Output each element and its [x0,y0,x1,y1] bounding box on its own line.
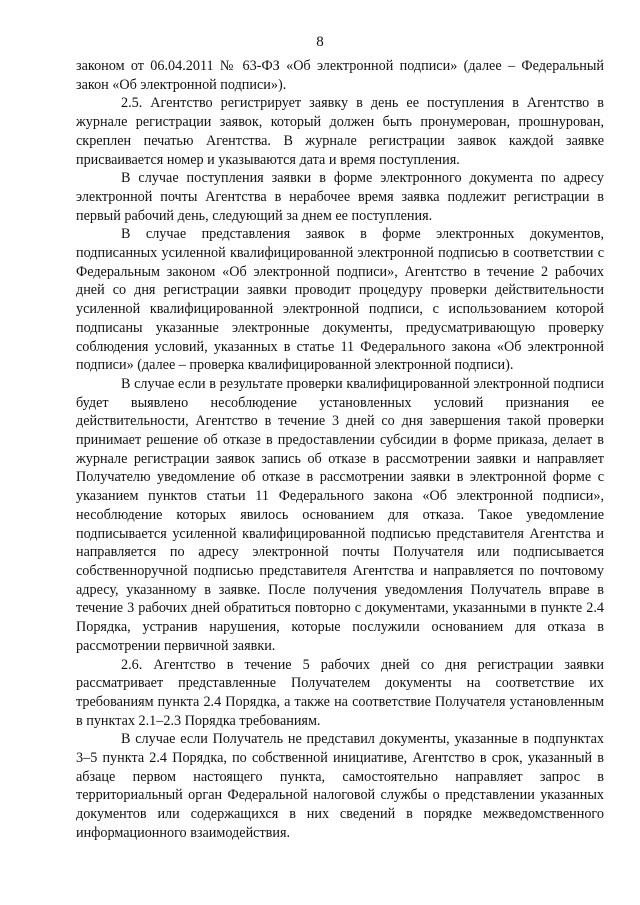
paragraph-signature-verification: В случае представления заявок в форме электронных документов, подписанных усиленной квалифицированной электронной подписью в соответствии с Федеральным законом «Об электронной подписи», Агентство в течение 2 рабочих дней со дня регистрации заявки проводит процедуру проверки действительности усиленной квалифицированной электронной подписи, с использованием которой подписаны указанные электронные документы, предусматривающую проверку соблюдения условий, указанных в статье 11 Федерального закона «Об электронной подписи» (далее – проверка квалифицированной электронной подписи). [76,226,604,374]
paragraph-verification-failure: В случае если в результате проверки квалифицированной электронной подписи будет выявлено несоблюдение установленных условий признания ее действительности, Агентство в течение 3 дней со дня завершения такой проверки принимает решение об отказе в предоставлении субсидии в форме приказа, делает в журнале регистрации заявок запись об отказе в рассмотрении заявки и направляет Получателю уведомление об отказе в рассмотрении заявки в электронной форме с указанием пунктов статьи 11 Федерального закона «Об электронной подписи», несоблюдение которых явилось основанием для отказа. Такое уведомление подписывается усиленной квалифицированной подписью представителя Агентства и направляется по адресу электронной почты Получателя или подписывается собственноручной подписью представителя Агентства и направляется по почтовому адресу, указанному в заявке. После получения уведомления Получатель вправе в течение 3 рабочих дней обратиться повторно с документами, указанными в пункте 2.4 Порядка, устранив нарушения, которые послужили основанием для отказа в рассмотрении первичной заявки. [76,375,604,654]
paragraph-interagency-request: В случае если Получатель не представил документы, указанные в подпунктах 3–5 пункта 2.4 Порядка, по собственной инициативе, Агентство в срок, указанный в абзаце первом настоящего пункта, самостоятельно направляет запрос в территориальный орган Федеральной налоговой службы о представлении указанных документов или содержащихся в них сведений в порядке межведомственного информационного взаимодействия. [76,731,604,841]
body-text [76,57,604,843]
paragraph-electronic-submission: В случае поступления заявки в форме электронного документа по адресу электронной почты Агентства в нерабочее время заявка подлежит регистрации в первый рабочий день, следующий за днем ее поступления. [76,170,604,224]
page-number: 8 [316,34,324,50]
paragraph-2-6-review: 2.6. Агентство в течение 5 рабочих дней со дня регистрации заявки рассматривает представленные Получателем документы на соответствие их требованиям пункта 2.4 Порядка, а также на соответствие Получателя установленным в пунктах 2.1–2.3 Порядка требованиям. [76,656,604,729]
paragraph-continuation: законом от 06.04.2011 № 63-ФЗ «Об электронной подписи» (далее – Федеральный закон «Об электронной подписи»). [76,58,604,93]
paragraph-2-5-registration: 2.5. Агентство регистрирует заявку в день ее поступления в Агентство в журнале регистрации заявок, который должен быть пронумерован, прошнурован, скреплен печатью Агентства. В журнале регистрации заявок каждой заявке присваивается номер и указываются дата и время поступления. [76,95,604,168]
